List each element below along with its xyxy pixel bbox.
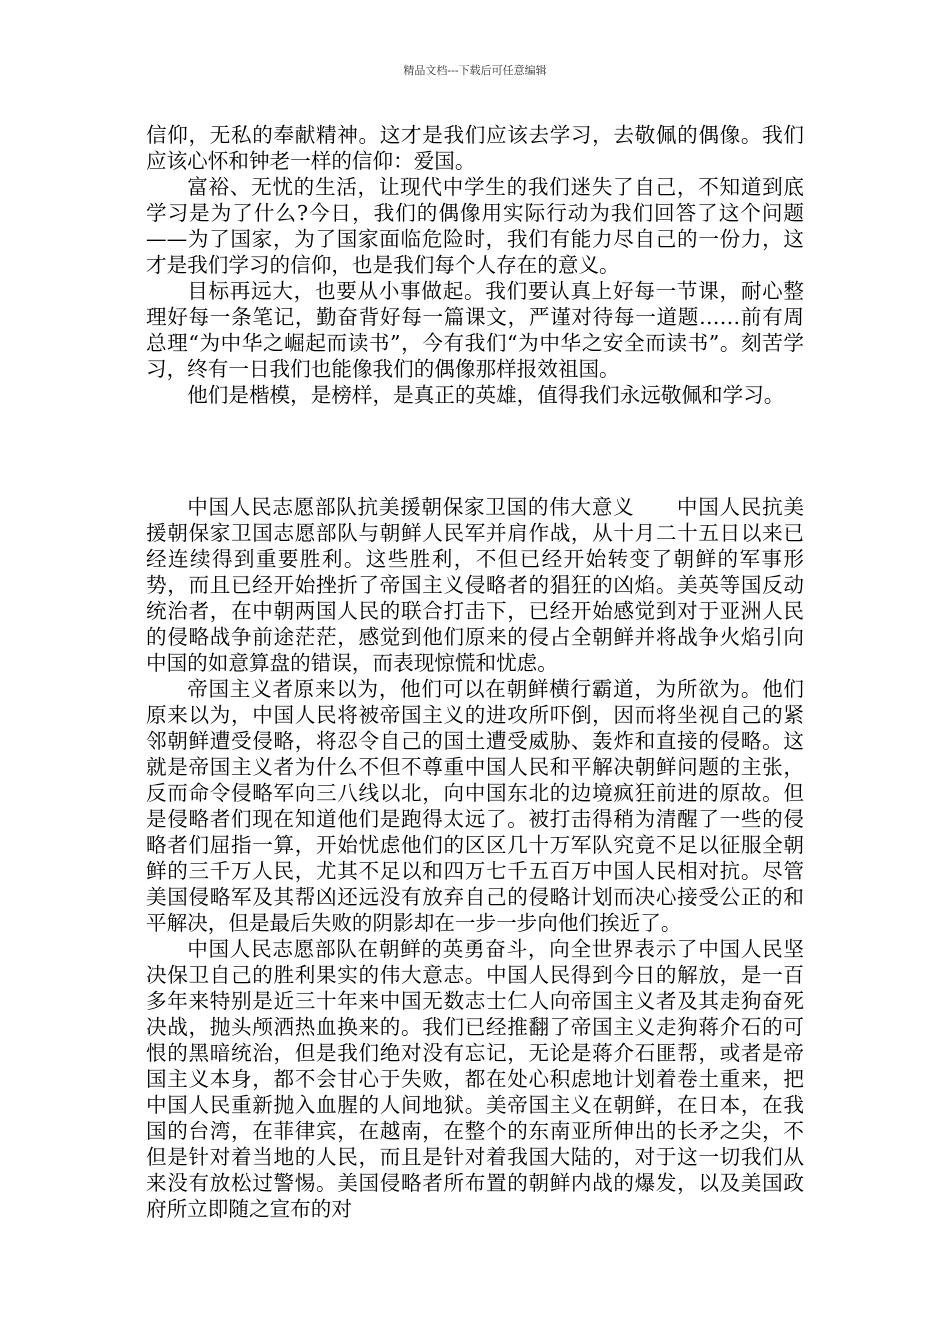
paragraph: 信仰，无私的奉献精神。这才是我们应该去学习，去敬佩的偶像。我们应该心怀和钟老一样的信仰：爱国。 <box>146 123 804 173</box>
paragraph: 富裕、无忧的生活，让现代中学生的我们迷失了自己，不知道到底学习是为了什么?今日，我们的偶像用实际行动为我们回答了这个问题——为了国家，为了国家面临危险时，我们有能力尽自己的一份力，这才是我们学习的信仰，也是我们每个人存在的意义。 <box>146 175 804 277</box>
paragraph: 中国人民志愿部队在朝鲜的英勇奋斗，向全世界表示了中国人民坚决保卫自己的胜利果实的伟大意志。中国人民得到今日的解放，是一百多年来特别是近三十年来中国无数志士仁人向帝国主义者及其走狗奋死决战，抛头颅洒热血换来的。我们已经推翻了帝国主义走狗蒋介石的可恨的黑暗统治，但是我们绝对没有忘记，无论是蒋介石匪帮，或者是帝国主义本身，都不会甘心于失败，都在处心积虑地计划着卷土重来，把中国人民重新抛入血腥的人间地狱。美帝国主义在朝鲜，在日本，在我国的台湾，在菲律宾，在越南，在整个的东南亚所伸出的长矛之尖，不但是针对着当地的人民，而且是针对着我国大陆的，对于这一切我们从来没有放松过警惕。美国侵略者所布置的朝鲜内战的爆发，以及美国政府所立即随之宣布的对 <box>146 937 804 1221</box>
paragraph: 他们是楷模，是榜样，是真正的英雄，值得我们永远敬佩和学习。 <box>187 383 785 407</box>
text-block-section-2 <box>146 494 804 1222</box>
page-header: 精品文档---下载后可任意编辑 <box>403 64 547 77</box>
paragraph: 中国人民志愿部队抗美援朝保家卫国的伟大意义 中国人民抗美援朝保家卫国志愿部队与朝鲜人民军并肩作战，从十月二十五日以来已经连续得到重要胜利。这些胜利，不但已经开始转变了朝鲜的军事形势，而且已经开始挫折了帝国主义侵略者的猖狂的凶焰。美英等国反动统治者，在中朝两国人民的联合打击下，已经开始感觉到对于亚洲人民的侵略战争前途茫茫，感觉到他们原来的侵占全朝鲜并将战争火焰引向中国的如意算盘的错误，而表现惊慌和忧虑。 <box>146 495 804 675</box>
text-block-section-1 <box>146 122 804 408</box>
paragraph: 帝国主义者原来以为，他们可以在朝鲜横行霸道，为所欲为。他们原来以为，中国人民将被帝国主义的进攻所吓倒，因而将坐视自己的紧邻朝鲜遭受侵略，将忍令自己的国土遭受威胁、轰炸和直接的侵略。这就是帝国主义者为什么不但不尊重中国人民和平解决朝鲜问题的主张，反而命令侵略军向三八线以北，向中国东北的边境疯狂前进的原故。但是侵略者们现在知道他们是跑得太远了。被打击得稍为清醒了一些的侵略者们屈指一算，开始忧虑他们的区区几十万军队究竟不足以征服全朝鲜的三千万人民，尤其不足以和四万七千五百万中国人民相对抗。尽管美国侵略军及其帮凶还远没有放弃自己的侵略计划而决心接受公正的和平解决，但是最后失败的阴影却在一步一步向他们挨近了。 <box>146 677 804 935</box>
paragraph: 目标再远大，也要从小事做起。我们要认真上好每一节课，耐心整理好每一条笔记，勤奋背好每一篇课文，严谨对待每一道题……前有周总理“为中华之崛起而读书”，今有我们“为中华之安全而读书”。刻苦学习，终有一日我们也能像我们的偶像那样报效祖国。 <box>146 279 804 381</box>
